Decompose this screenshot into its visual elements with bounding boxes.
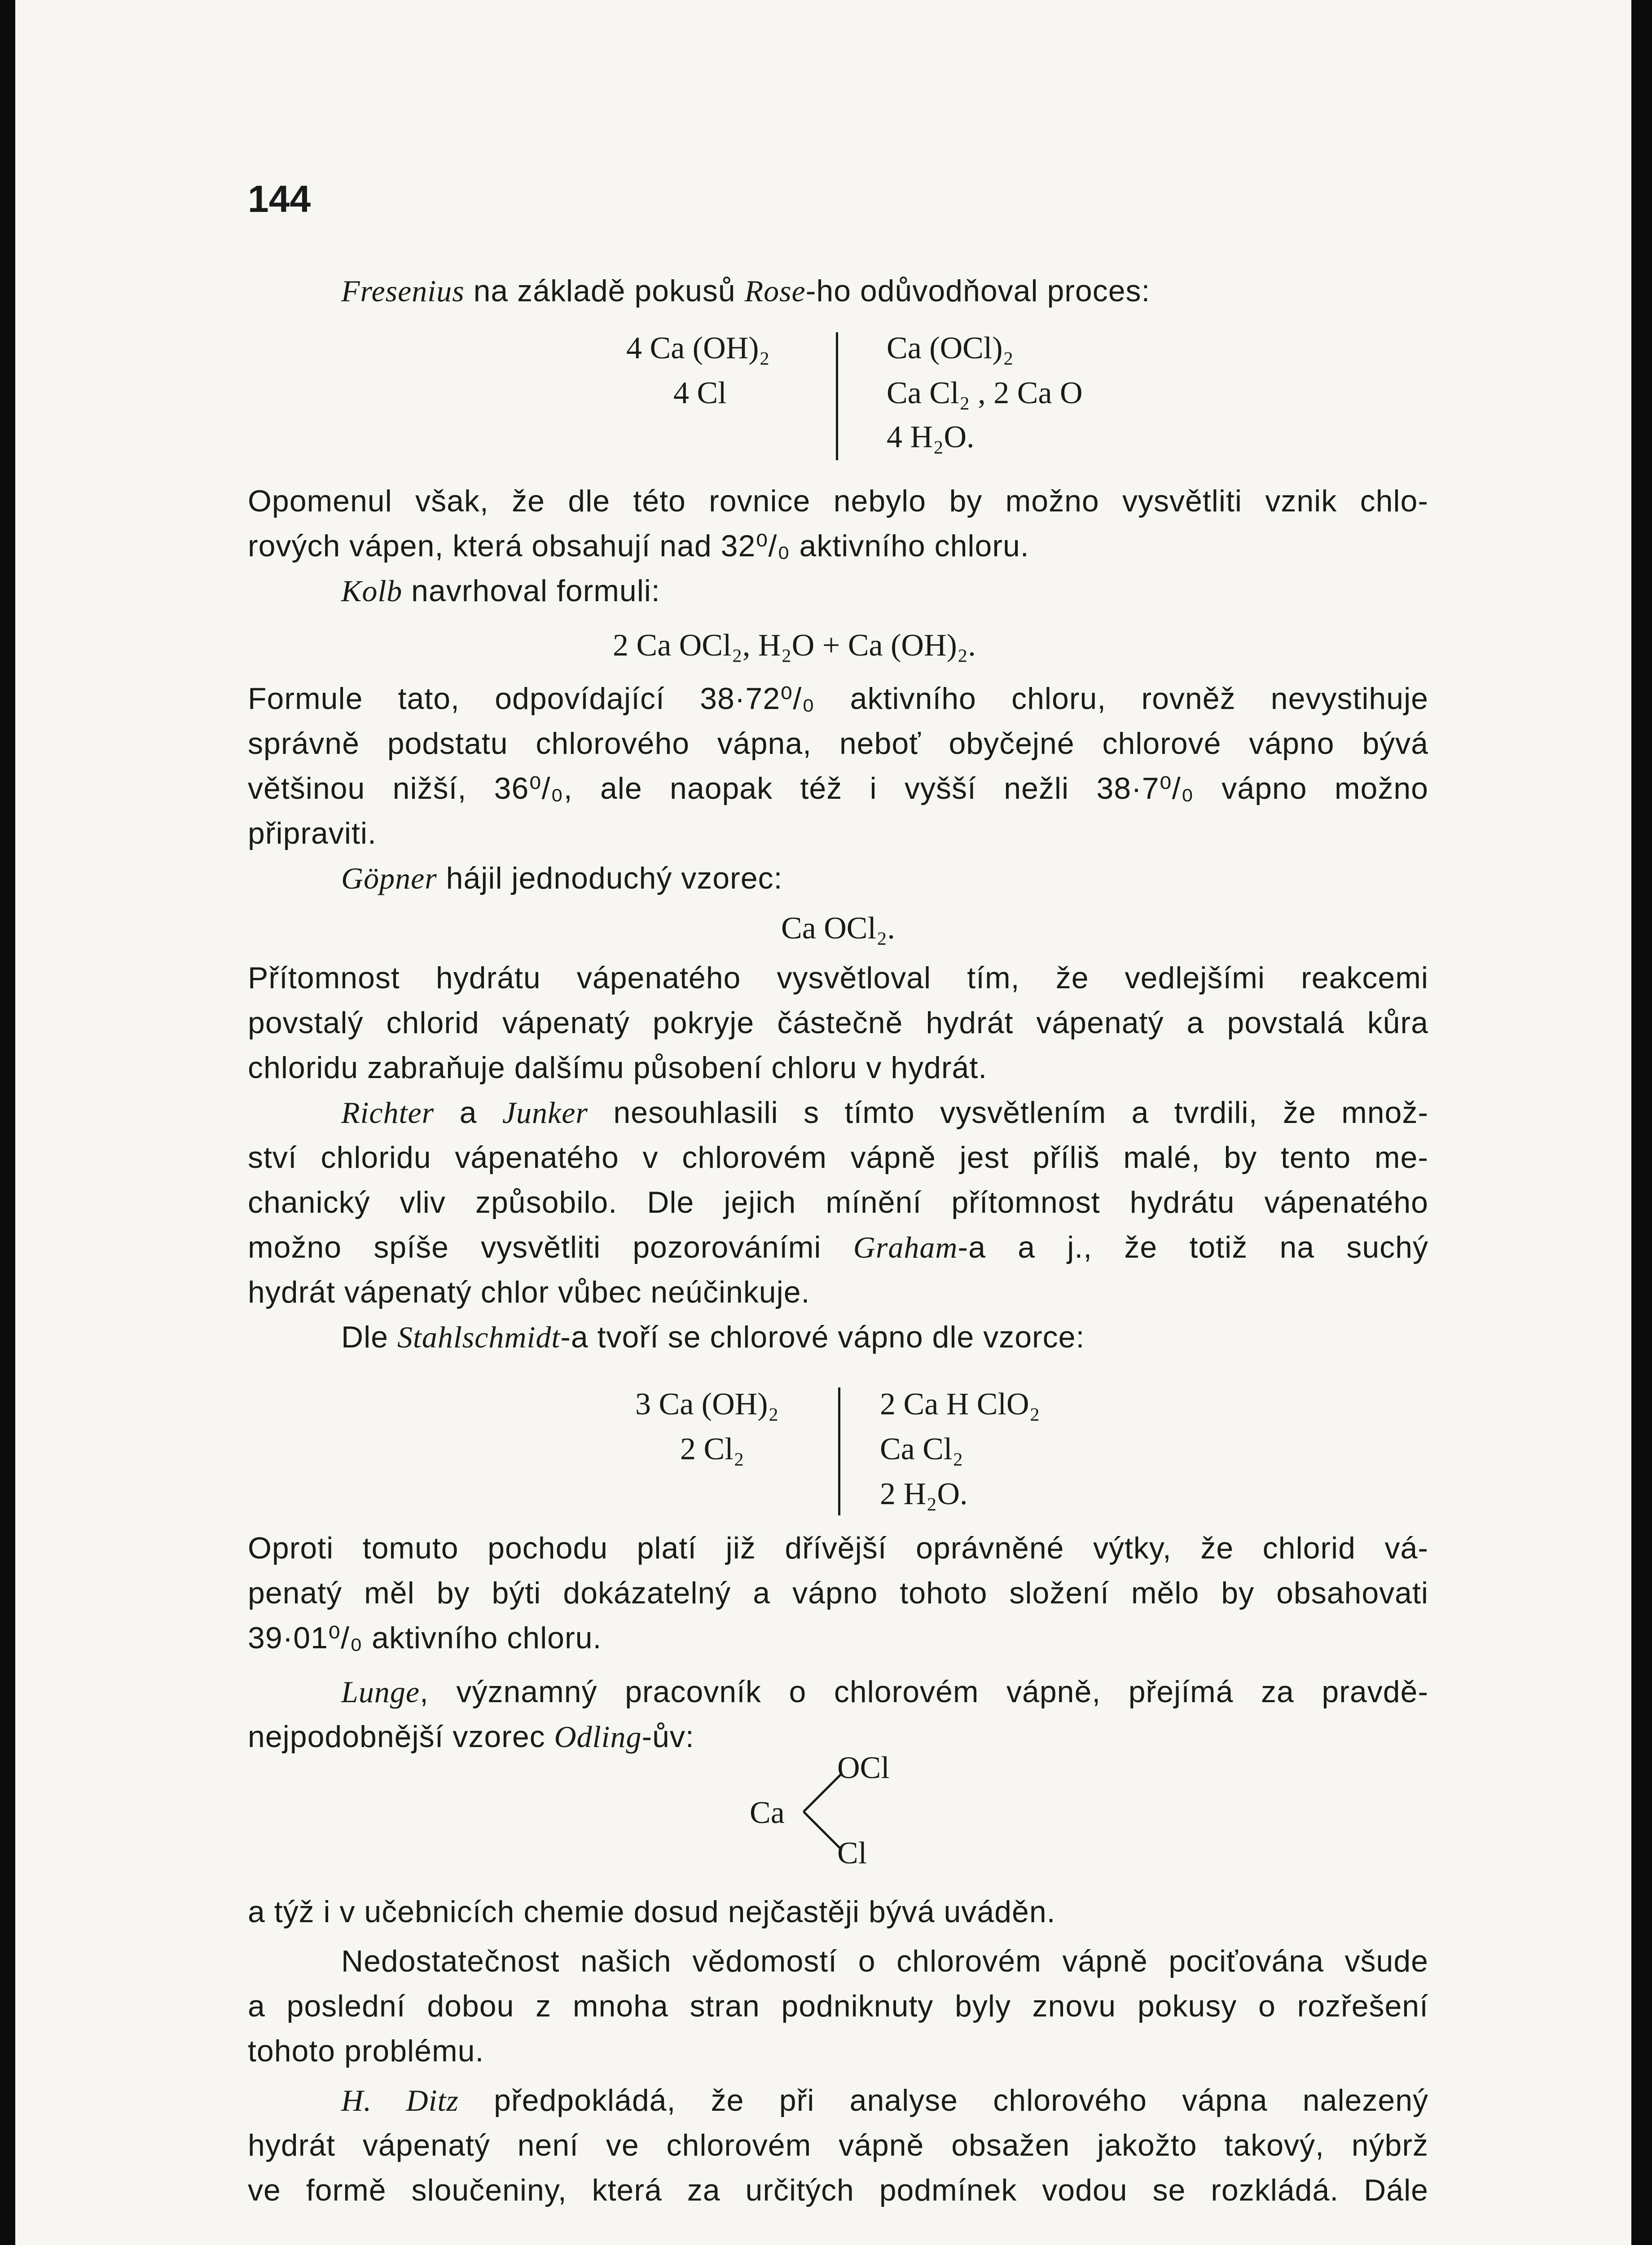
author-odling: Odling [554,1720,642,1754]
struct-bottom: Cl [837,1836,867,1871]
equation-2: 2 Ca OCl₂, H₂O + Ca (OH)₂. [613,628,976,663]
paragraph-line: a týž i v učebnicích chemie dosud nejčastěji bývá uváděn. [248,1895,1056,1929]
author-fresenius: Fresenius [341,274,465,308]
author-ditz: H. Ditz [341,2083,459,2117]
text-segment: -a a j., že totiž na suchý [958,1230,1428,1264]
text-segment: a [434,1096,502,1130]
text-segment: -ův: [641,1720,694,1754]
paragraph-line: připraviti. [248,816,377,850]
paragraph-line [248,1715,694,1758]
text-segment: na základě pokusů [464,274,745,308]
author-stahlschmidt: Stahlschmidt [397,1320,561,1354]
paragraph-line: penatý měl by býti dokázatelný a vápno tohoto složení mělo by obsahovati [248,1576,1428,1610]
equation-1-divider [836,332,838,460]
equation-1-right-2: Ca Cl₂ , 2 Ca O [887,376,1083,410]
author-kolb: Kolb [341,574,403,608]
paragraph-line: Nedostatečnost našich vědomostí o chlorovém vápně pociťována všude [341,1944,1428,1978]
author-rose: Rose [744,274,806,308]
paragraph-line: 39·01⁰/₀ aktivního chloru. [248,1621,602,1655]
text-segment: , významný pracovník o chlorovém vápně, přejímá za pravdě- [420,1675,1428,1709]
equation-3: Ca OCl₂. [781,911,895,946]
author-graham: Graham [853,1230,958,1264]
paragraph-line: chloridu zabraňuje dalšímu působení chloru v hydrát. [248,1051,988,1085]
equation-4-right-1: 2 Ca H ClO₂ [880,1387,1040,1422]
equation-1-left-1: 4 Ca (OH)₂ [626,331,770,365]
text-segment: Dle [341,1320,397,1354]
paragraph-line: povstalý chlorid vápenatý pokryje částečně hydrát vápenatý a povstalá kůra [248,1006,1428,1040]
equation-4-left-1: 3 Ca (OH)₂ [635,1387,779,1422]
equation-1-right-1: Ca (OCl)₂ [887,331,1014,365]
paragraph-stahlschmidt [341,1316,1085,1359]
bond-bottom [804,1812,842,1850]
equation-1-left-2: 4 Cl [673,376,727,410]
paragraph-fresenius [341,269,1150,313]
struct-top: OCl [837,1751,890,1785]
author-gopner: Göpner [341,861,437,895]
paragraph-line: a poslední dobou z mnoha stran podniknuty byly znovu pokusy o rozřešení [248,1989,1428,2023]
bond-top [804,1774,842,1812]
text-segment: -ho odůvodňoval proces: [805,274,1151,308]
paragraph-line: Formule tato, odpovídající 38·72⁰/₀ aktivního chloru, rovněž nevystihuje [248,682,1428,716]
equation-4-left-2: 2 Cl₂ [680,1432,745,1466]
paragraph-line: většinou nižší, 36⁰/₀, ale naopak též i vyšší nežli 38·7⁰/₀ vápno možno [248,771,1429,806]
paragraph-line [248,1226,1428,1269]
equation-1-right-3: 4 H₂O. [887,420,975,454]
paragraph-line: Přítomnost hydrátu vápenatého vysvětloval tím, že vedlejšími reakcemi [248,961,1428,995]
paragraph-richter [341,1091,1428,1134]
text-segment: navrhoval formuli: [402,574,660,608]
paragraph-kolb [341,569,660,612]
paragraph-line: ve formě sloučeniny, která za určitých podmínek vodou se rozkládá. Dále [248,2173,1428,2207]
paragraph-line: ství chloridu vápenatého v chlorovém vápně jest příliš malé, by tento me- [248,1140,1428,1175]
paragraph-gopner [341,857,782,900]
page-number: 144 [248,178,311,220]
struct-center: Ca [750,1796,785,1830]
text-segment: předpokládá, že při analyse chlorového vápna nalezený [458,2083,1429,2117]
paragraph-lunge [341,1670,1428,1713]
author-junker: Junker [502,1096,588,1130]
structural-formula [745,1747,916,1877]
paragraph-line: hydrát vápenatý chlor vůbec neúčinkuje. [248,1275,810,1309]
equation-4-divider [838,1387,840,1515]
text-segment: hájil jednoduchý vzorec: [437,861,783,895]
paragraph-line: Opomenul však, že dle této rovnice nebylo by možno vysvětliti vznik chlo- [248,484,1428,518]
paragraph-line: chanický vliv způsobilo. Dle jejich mínění přítomnost hydrátu vápenatého [248,1185,1428,1219]
text-segment: nejpodobnější vzorec [248,1720,554,1754]
text-segment: možno spíše vysvětliti pozorováními [248,1230,853,1264]
scan-border-left [0,0,15,2245]
paragraph-ditz [341,2079,1428,2122]
paragraph-line: hydrát vápenatý není ve chlorovém vápně obsažen jakožto takový, nýbrž [248,2128,1428,2162]
author-richter: Richter [341,1096,435,1130]
paragraph-line: Oproti tomuto pochodu platí již dřívější oprávněné výtky, že chlorid vá- [248,1531,1428,1565]
author-lunge: Lunge [341,1675,420,1709]
paragraph-line: tohoto problému. [248,2034,484,2068]
equation-4-right-3: 2 H₂O. [880,1477,968,1511]
equation-4-right-2: Ca Cl₂ [880,1432,963,1466]
scan-border-right [1631,0,1652,2245]
text-segment: -a tvoří se chlorové vápno dle vzorce: [560,1320,1085,1354]
paragraph-line: rových vápen, která obsahují nad 32⁰/₀ aktivního chloru. [248,529,1029,563]
text-segment: nesouhlasili s tímto vysvětlením a tvrdili, že množ- [588,1096,1428,1130]
paragraph-line: správně podstatu chlorového vápna, neboť obyčejné chlorové vápno bývá [248,726,1428,761]
